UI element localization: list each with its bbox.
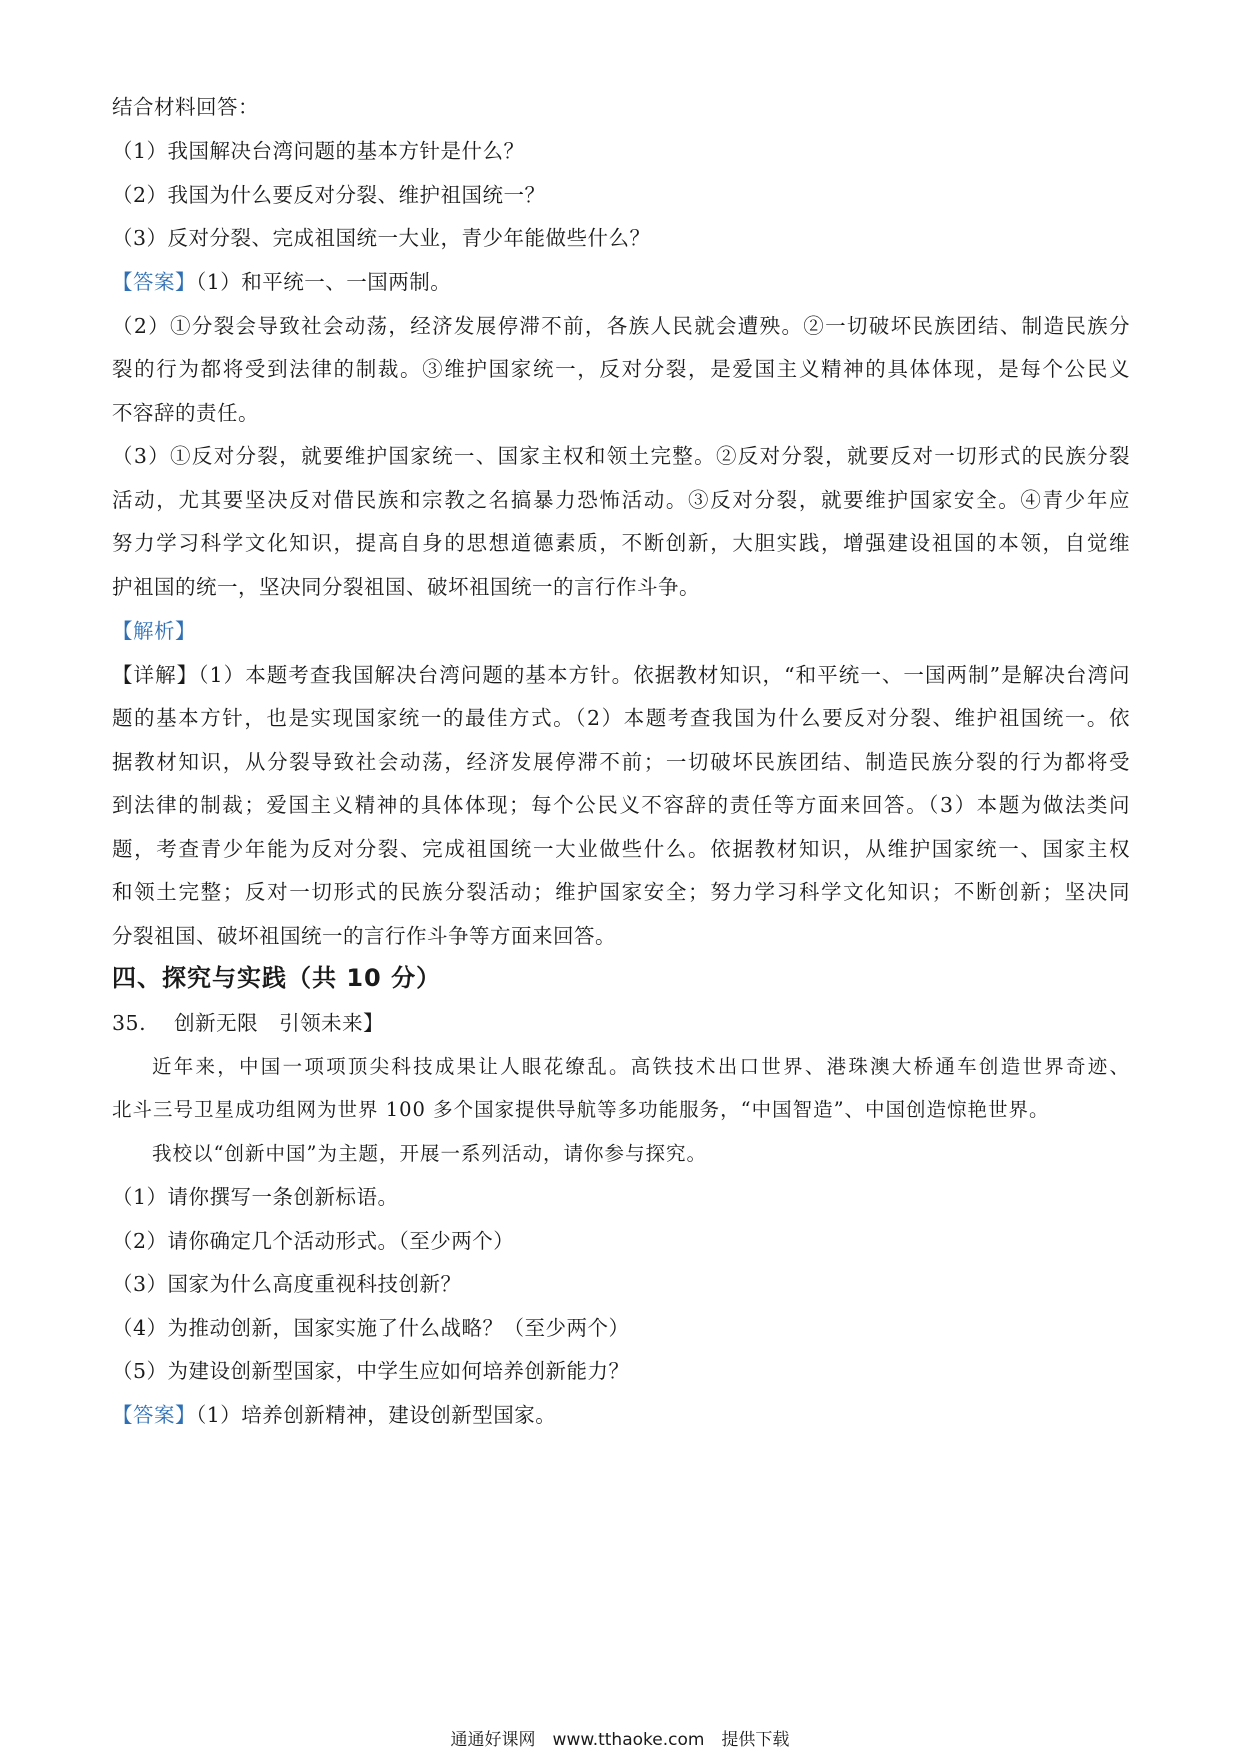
material-line-3: 我校以“创新中国”为主题，开展一系列活动，请你参与探究。	[152, 1142, 707, 1165]
analysis-tag: 【解析】	[112, 619, 196, 643]
material-line-1: 近年来，中国一项项顶尖科技成果让人眼花缭乱。高铁技术出口世界、港珠澳大桥通车创造世界奇迹、	[152, 1055, 1130, 1078]
question-35-2: （2）请你确定几个活动形式。（至少两个）	[112, 1229, 515, 1253]
answer-line-1	[112, 267, 1130, 297]
detail-line-7: 分裂祖国、破坏祖国统一的言行作斗争等方面来回答。	[112, 924, 616, 948]
detail-line-5: 题，考查青少年能为反对分裂、完成祖国统一大业做些什么。依据教材知识，从维护国家统一、国家主权	[112, 837, 1130, 861]
answer-text: （1）培养创新精神，建设创新型国家。	[196, 1403, 557, 1427]
answer-text: （1）和平统一、一国两制。	[196, 270, 452, 294]
detail-line-2: 题的基本方针，也是实现国家统一的最佳方式。（2）本题考查我国为什么要反对分裂、维护祖国统一。依	[112, 706, 1130, 730]
answer-3-line-3: 努力学习科学文化知识，提高自身的思想道德素质，不断创新，大胆实践，增强建设祖国的本领，自觉维	[112, 531, 1130, 555]
answer-2-line-1: （2）①分裂会导致社会动荡，经济发展停滞不前，各族人民就会遭殃。②一切破坏民族团结、制造民族分	[112, 314, 1130, 338]
answer-3-line-2: 活动，尤其要坚决反对借民族和宗教之名搞暴力恐怖活动。③反对分裂，就要维护国家安全。④青少年应	[112, 488, 1130, 512]
answer-tag: 【答案】	[112, 1403, 196, 1427]
answer-tag: 【答案】	[112, 270, 196, 294]
detail-line-3: 据教材知识，从分裂导致社会动荡，经济发展停滞不前；一切破坏民族团结、制造民族分裂的行为都将受	[112, 750, 1130, 774]
question-3: （3）反对分裂、完成祖国统一大业，青少年能做些什么？	[112, 226, 651, 250]
answer-35-line-1	[112, 1400, 1130, 1430]
footer-watermark: 通通好课网 www.tthaoke.com 提供下载	[450, 1730, 790, 1750]
answer-2-line-2: 裂的行为都将受到法律的制裁。③维护国家统一，反对分裂，是爱国主义精神的具体体现，是每个公民义	[112, 357, 1130, 381]
question-35-4: （4）为推动创新，国家实施了什么战略？（至少两个）	[112, 1316, 630, 1340]
question-1: （1）我国解决台湾问题的基本方针是什么？	[112, 139, 525, 163]
question-35-3: （3）国家为什么高度重视科技创新？	[112, 1272, 462, 1296]
detail-line-4: 到法律的制裁；爱国主义精神的具体体现；每个公民义不容辞的责任等方面来回答。（3）本题为做法类问	[112, 793, 1130, 817]
question-35-5: （5）为建设创新型国家，中学生应如何培养创新能力？	[112, 1359, 630, 1383]
question-35-title: 35. 创新无限 引领未来】	[112, 1011, 385, 1035]
detail-line-1: 【详解】（1）本题考查我国解决台湾问题的基本方针。依据教材知识，“和平统一、一国两制”是解决台湾问	[112, 663, 1130, 687]
answer-3-line-1: （3）①反对分裂，就要维护国家统一、国家主权和领土完整。②反对分裂，就要反对一切形式的民族分裂	[112, 444, 1130, 468]
question-35-1: （1）请你撰写一条创新标语。	[112, 1185, 399, 1209]
answer-2-line-3: 不容辞的责任。	[112, 401, 259, 425]
paragraph-intro: 结合材料回答：	[112, 95, 259, 119]
material-line-2: 北斗三号卫星成功组网为世界 100 多个国家提供导航等多功能服务，“中国智造”、中国创造惊艳世界。	[112, 1098, 1050, 1121]
question-2: （2）我国为什么要反对分裂、维护祖国统一？	[112, 183, 546, 207]
section-heading: 四、探究与实践（共 10 分）	[112, 964, 442, 992]
detail-line-6: 和领土完整；反对一切形式的民族分裂活动；维护国家安全；努力学习科学文化知识；不断创新；坚决同	[112, 880, 1130, 904]
answer-3-line-4: 护祖国的统一，坚决同分裂祖国、破坏祖国统一的言行作斗争。	[112, 575, 700, 599]
